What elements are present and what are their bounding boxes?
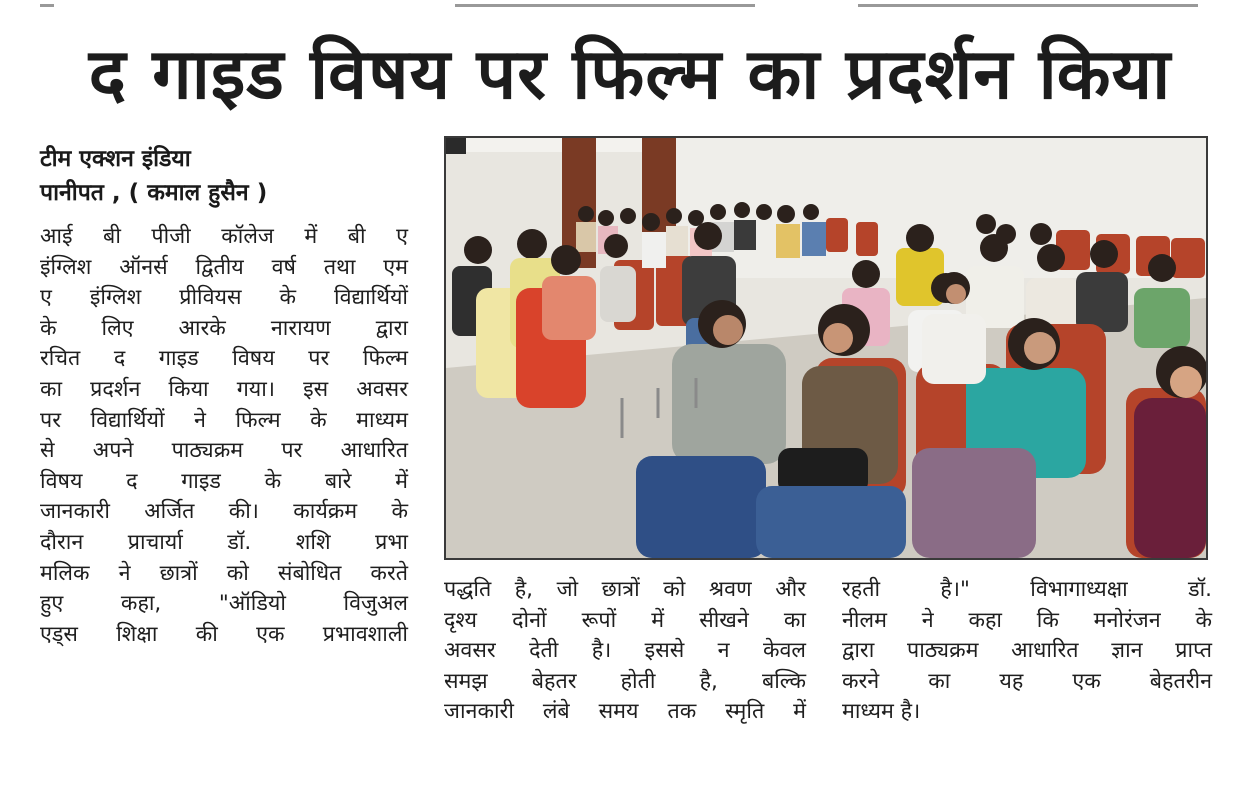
article-line: आई बी पीजी कॉलेज में बी ए — [40, 224, 408, 249]
headline: द गाइड विषय पर फिल्म का प्रदर्शन किया — [88, 33, 1172, 115]
article-line: से अपने पाठ्यक्रम पर आधारित — [40, 438, 408, 464]
article-line: रहती है।" विभागाध्यक्षा डॉ. — [842, 577, 1212, 602]
article-line: का प्रदर्शन किया गया। इस अवसर — [40, 376, 408, 402]
byline-location-author: पानीपत , ( कमाल हुसैन ) — [40, 180, 268, 206]
article-line: इंग्लिश ऑनर्स द्वितीय वर्ष तथा एम — [40, 254, 408, 280]
byline — [40, 142, 420, 210]
article-column-2 — [444, 575, 806, 728]
article-line: रचित द गाइड विषय पर फिल्म — [40, 346, 408, 372]
article-line: जानकारी अर्जित की। कार्यक्रम के — [40, 499, 408, 525]
article-line: विषय द गाइड के बारे में — [40, 468, 408, 494]
article-line: ए इंग्लिश प्रीवियस के विद्यार्थियों — [40, 285, 408, 311]
article-line: माध्यम है। — [842, 699, 921, 725]
article-line: के लिए आरके नारायण द्वारा — [40, 315, 408, 341]
cropped-previous-text — [0, 0, 1254, 8]
news-photo — [444, 136, 1208, 560]
article-line: हुए कहा, "ऑडियो विजुअल — [40, 591, 408, 617]
article-line: नीलम ने कहा कि मनोरंजन के — [842, 607, 1212, 633]
article-column-3 — [842, 575, 1212, 728]
article-line: मलिक ने छात्रों को संबोधित करते — [40, 560, 408, 586]
article-line: जानकारी लंबे समय तक स्मृति में — [444, 699, 806, 725]
article-line: द्वारा पाठ्यक्रम आधारित ज्ञान प्राप्त — [842, 638, 1212, 664]
article-line: पद्धति है, जो छात्रों को श्रवण और — [444, 577, 806, 602]
article-column-1 — [40, 222, 408, 650]
article-line: अवसर देती है। इससे न केवल — [444, 638, 806, 664]
article-line: समझ बेहतर होती है, बल्कि — [444, 668, 806, 694]
article-line: पर विद्यार्थियों ने फिल्म के माध्यम — [40, 407, 408, 433]
article-line: एड्स शिक्षा की एक प्रभावशाली — [40, 621, 408, 647]
article-line: करने का यह एक बेहतरीन — [842, 668, 1212, 694]
auditorium-scene-illustration — [446, 138, 1206, 558]
byline-agency: टीम एक्शन इंडिया — [40, 146, 191, 172]
article-line: दौरान प्राचार्या डॉ. शशि प्रभा — [40, 529, 408, 555]
article-line: दृश्य दोनों रूपों में सीखने का — [444, 607, 806, 633]
